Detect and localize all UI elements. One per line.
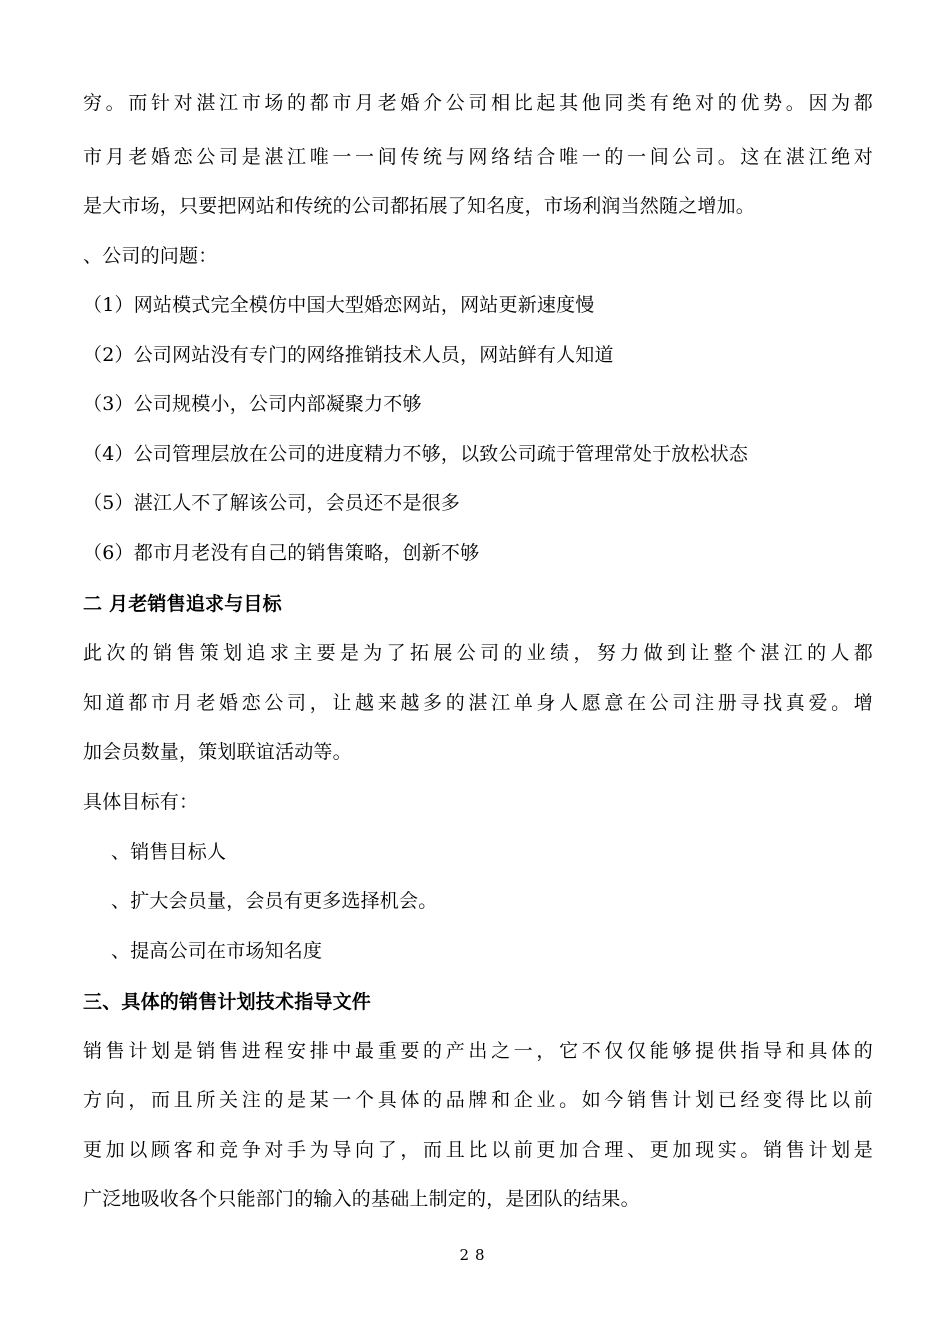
list-item: （4）公司管理层放在公司的进度精力不够，以致公司疏于管理常处于放松状态: [83, 443, 749, 465]
paragraph-line: 是大市场，只要把网站和传统的公司都拓展了知名度，市场利润当然随之增加。: [83, 195, 756, 217]
section-heading: 三、具体的销售计划技术指导文件: [83, 991, 372, 1013]
list-item: （5）湛江人不了解该公司，会员还不是很多: [83, 492, 461, 514]
paragraph-line: 市月老婚恋公司是湛江唯一一间传统与网络结合唯一的一间公司。这在湛江绝对: [83, 146, 873, 168]
list-item: 、销售目标人: [111, 841, 227, 863]
paragraph-line: 穷。而针对湛江市场的都市月老婚介公司相比起其他同类有绝对的优势。因为都: [83, 92, 873, 114]
problems-title: 、公司的问题：: [83, 245, 218, 267]
paragraph-line: 加会员数量，策划联谊活动等。: [83, 741, 352, 763]
goals-title: 具体目标有：: [83, 791, 199, 813]
list-item: 、扩大会员量，会员有更多选择机会。: [111, 890, 438, 912]
list-item: （1）网站模式完全模仿中国大型婚恋网站，网站更新速度慢: [83, 294, 595, 316]
section-heading: 二 月老销售追求与目标: [83, 593, 282, 615]
list-item: （6）都市月老没有自己的销售策略，创新不够: [83, 542, 480, 564]
list-item: （3）公司规模小，公司内部凝聚力不够: [83, 393, 422, 415]
paragraph-line: 销售计划是销售进程安排中最重要的产出之一，它不仅仅能够提供指导和具体的: [83, 1040, 873, 1062]
paragraph-line: 广泛地吸收各个只能部门的输入的基础上制定的，是团队的结果。: [83, 1188, 640, 1210]
paragraph-line: 此次的销售策划追求主要是为了拓展公司的业绩，努力做到让整个湛江的人都: [83, 642, 873, 664]
paragraph-line: 方向，而且所关注的是某一个具体的品牌和企业。如今销售计划已经变得比以前: [83, 1089, 873, 1111]
list-item: （2）公司网站没有专门的网络推销技术人员，网站鲜有人知道: [83, 344, 614, 366]
page-number: 28: [459, 1246, 491, 1264]
paragraph-line: 更加以顾客和竞争对手为导向了，而且比以前更加合理、更加现实。销售计划是: [83, 1139, 873, 1161]
paragraph-line: 知道都市月老婚恋公司，让越来越多的湛江单身人愿意在公司注册寻找真爱。增: [83, 692, 873, 714]
list-item: 、提高公司在市场知名度: [111, 940, 323, 962]
